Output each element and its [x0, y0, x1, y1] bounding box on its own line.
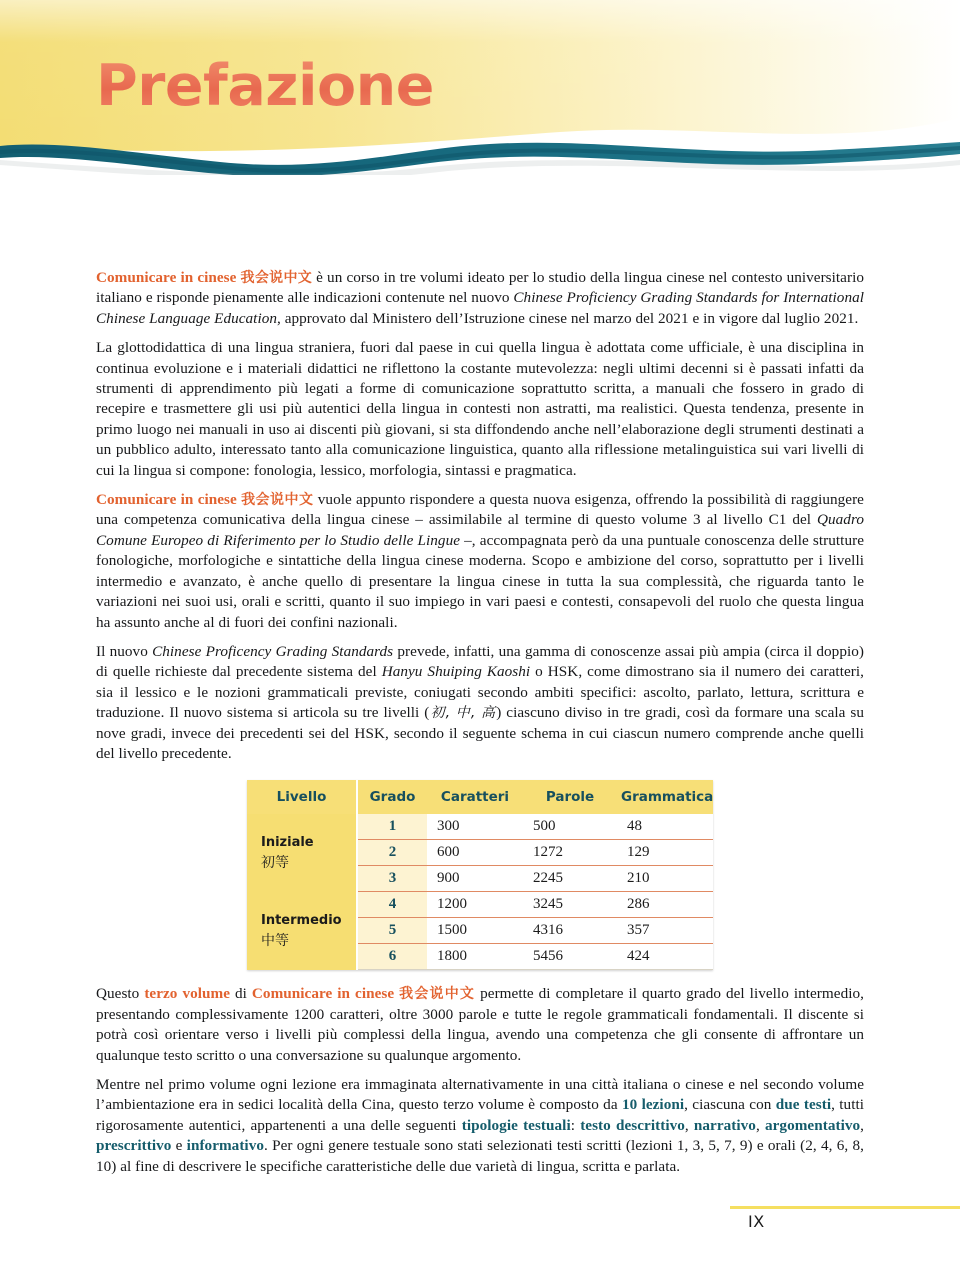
cell-parole: 500 — [523, 814, 617, 840]
paragraph-6-bold-3: tipologie testuali — [461, 1116, 571, 1134]
page-title: Prefazione — [96, 53, 434, 119]
paragraph-3-text-1: vuole appunto rispondere a questa nuova esigenza, offrendo la possibilità di raggiungere una competenza comunicativa della lingua cinese – assimilabile al termine di questo volume 3 al livello C1 del — [96, 491, 864, 529]
paragraph-6-bold-1: 10 lezioni — [621, 1096, 685, 1114]
cell-parole: 5456 — [523, 944, 617, 970]
paragraph-6-bold-7: prescrittivo — [96, 1137, 172, 1155]
paragraph-6-text-6: , — [755, 1116, 765, 1134]
paragraph-5-text-1: Questo — [96, 985, 145, 1003]
cell-grammatica: 129 — [617, 840, 713, 866]
cell-grado: 3 — [357, 866, 427, 892]
paragraph-4-text-1: Il nuovo — [96, 642, 153, 660]
paragraph-1-italic-1: Chinese Proficiency Grading Standards for International Chinese Language Education — [96, 289, 864, 327]
paragraph-6-text-8: e — [171, 1137, 187, 1155]
page-header-banner — [0, 0, 960, 175]
brand-name-chinese: 我会说中文 — [399, 986, 476, 1003]
cell-grado: 5 — [357, 918, 427, 944]
column-header-parole: Parole — [523, 780, 617, 814]
paragraph-3 — [96, 490, 864, 633]
cell-grammatica: 424 — [617, 944, 713, 970]
paragraph-6-text-5: , — [684, 1116, 694, 1134]
brand-name-chinese: 我会说中文 — [240, 270, 313, 286]
paragraph-2: La glottodidattica di una lingua straniera, fuori dal paese in cui quella lingua è adottata come ufficiale, è una disciplina in continua evoluzione e i materiali didattici ne riflettono la costante mutevolezza: negli ultimi decenni si è passati infatti da strumenti di apprendimento più legati a forme di comunicazione soprattutto scritta, a manuali che fossero in grado di recepire e trasmettere gli usi più autentici della lingua in contesti non astratti, ma realistici. Questa tendenza, presente in primo luogo nei manuali in uso ai discenti più giovani, si sta diffondendo anche nell’elaborazione degli strumenti destinati a un pubblico adulto, interessato tanto alla comunicazione linguistica, quanto alla riflessione metalinguistica sui vari livelli di cui la lingua si compone: fonologia, lessico, morfologia, sintassi e pragmatica. — [96, 339, 864, 479]
page-footer — [730, 1206, 960, 1246]
paragraph-4-text-2: prevede, infatti, una gamma di conoscenze assai più ampia (circa il doppio) di quelle richieste dal precedente sistema del — [96, 642, 864, 681]
wave-divider-icon — [0, 120, 960, 175]
cell-caratteri: 300 — [427, 814, 523, 840]
cell-caratteri: 1800 — [427, 944, 523, 970]
column-header-livello: Livello — [247, 780, 357, 814]
paragraph-6-text-3: , tutti rigorosamente autentici, appartenenti a una delle seguenti — [96, 1096, 864, 1134]
paragraph-1-text-2: , approvato dal Ministero dell’Istruzione cinese nel marzo del 2021 e in vigore dal luglio 2021. — [277, 309, 859, 327]
cell-grado: 6 — [357, 944, 427, 970]
paragraph-5 — [96, 984, 864, 1066]
paragraph-6-bold-5: narrativo — [693, 1116, 756, 1134]
paragraph-4-text-4: ) ciascuno diviso in tre gradi, così da formare una scala su nove gradi, invece dei precedenti sei del HSK, secondo il seguente schema in cui ciascun numero comprende anche quelli del livello precedente. — [96, 704, 865, 762]
page-number: IX — [748, 1212, 765, 1231]
grading-standards-table — [247, 780, 713, 970]
cell-parole: 1272 — [523, 840, 617, 866]
level-name-chinese: 初等 — [261, 855, 289, 872]
table-row — [247, 814, 713, 840]
cell-grammatica: 210 — [617, 866, 713, 892]
paragraph-3-italic-1: Quadro Comune Europeo di Riferimento per lo Studio delle Lingue — [96, 511, 864, 549]
paragraph-5-text-3: permette di completare il quarto grado del livello intermedio, presentando complessivamente 1200 caratteri, oltre 3000 parole e tutte le regole grammaticali fondamentali. Il discente si potrà così orientare verso i livelli più complessi della lingua, avendo una competenza che gli consente di affrontare un qualunque testo scritto o una conversazione su qualunque argomento. — [96, 985, 864, 1064]
paragraph-4-italic-2: Hanyu Shuiping Kaoshi — [381, 663, 531, 681]
wave-divider-svg — [0, 120, 960, 175]
paragraph-6-bold-6: argomentativo — [765, 1116, 861, 1134]
preface-body — [96, 268, 864, 1177]
cell-parole: 4316 — [523, 918, 617, 944]
paragraph-1 — [96, 268, 864, 329]
level-cell-iniziale — [247, 814, 357, 892]
cell-grammatica: 48 — [617, 814, 713, 840]
cell-grado: 2 — [357, 840, 427, 866]
table-header-row — [247, 780, 713, 814]
cell-grado: 4 — [357, 892, 427, 918]
paragraph-6-text-2: , ciascuna con — [684, 1096, 776, 1114]
cell-caratteri: 1500 — [427, 918, 523, 944]
paragraph-4-italic-1: Chinese Proficency Grading Standards — [152, 642, 394, 660]
paragraph-6-text-7: , — [860, 1116, 864, 1134]
paragraph-6-text-4: : — [570, 1116, 581, 1134]
level-name: Iniziale — [261, 835, 314, 851]
paragraph-6 — [96, 1075, 864, 1177]
paragraph-4-text-3: o HSK, come dimostrano sia il numero dei caratteri, sia il lessico e le nozioni grammaticali previste, coniugati secondo ambiti specifici: ascolto, parlato, lettura, scrittura e traduzione. Il nuovo sistema si articola su tre livelli ( — [96, 663, 864, 722]
paragraph-3-text-2: –, accompagnata però da una puntuale conoscenza delle strutture fonologiche, morfologiche e sintattiche della lingua cinese moderna. Scopo e ambizione del corso, soprattutto per i livelli intermedio e avanzato, è anche quello di presentare la lingua cinese in tutta la sua complessità, che riguarda tanto le variazioni nei suoi usi, orali e scritti, quanto il suo impiego in vari paesi e contesti, consapevoli del ruolo che questa lingua ha assunto anche al di fuori dei confini nazionali. — [96, 531, 864, 631]
cell-parole: 2245 — [523, 866, 617, 892]
paragraph-5-text-2: di — [230, 985, 252, 1003]
cell-caratteri: 900 — [427, 866, 523, 892]
footer-rule-divider — [730, 1206, 960, 1209]
paragraph-6-bold-4: testo descrittivo — [580, 1116, 685, 1134]
paragraph-4 — [96, 642, 864, 764]
grading-table-container — [96, 780, 864, 970]
cell-grado: 1 — [357, 814, 427, 840]
paragraph-1-text-1: è un corso in tre volumi ideato per lo studio della lingua cinese nel contesto universitario italiano e risponde pienamente alle indicazioni contenute nel nuovo — [96, 269, 864, 307]
brand-name: Comunicare in cinese — [96, 491, 237, 509]
cell-parole: 3245 — [523, 892, 617, 918]
cell-grammatica: 357 — [617, 918, 713, 944]
cell-caratteri: 600 — [427, 840, 523, 866]
paragraph-5-bold-1: terzo volume — [144, 985, 230, 1003]
cell-grammatica: 286 — [617, 892, 713, 918]
paragraph-6-text-1: Mentre nel primo volume ogni lezione era immaginata alternativamente in una città italiana o cinese e nel secondo volume l’ambientazione era in sedici località della Cina, questo terzo volume è composto da — [96, 1075, 864, 1114]
level-name-chinese: 中等 — [261, 932, 289, 949]
table-body — [247, 814, 713, 970]
level-cell-intermedio — [247, 892, 357, 970]
column-header-grado: Grado — [357, 780, 427, 814]
paragraph-6-bold-2: due testi — [775, 1096, 832, 1114]
paragraph-6-bold-8: informativo — [186, 1137, 264, 1155]
paragraph-4-chinese-levels: 初, 中, 高 — [429, 705, 497, 722]
column-header-grammatica: Grammatica — [617, 780, 713, 814]
paragraph-6-text-9: . Per ogni genere testuale sono stati selezionati testi scritti (lezioni 1, 3, 5, 7, 9) e orali (2, 4, 6, 8, 10) al fine di descrivere le specifiche caratteristiche delle due varietà di lingua, scritta e parlata. — [96, 1137, 864, 1175]
brand-name-chinese: 我会说中文 — [241, 492, 314, 509]
table-row — [247, 892, 713, 918]
column-header-caratteri: Caratteri — [427, 780, 523, 814]
cell-caratteri: 1200 — [427, 892, 523, 918]
level-name: Intermedio — [261, 912, 342, 928]
brand-name: Comunicare in cinese — [251, 985, 395, 1003]
table-header — [247, 780, 713, 814]
brand-name: Comunicare in cinese — [96, 269, 237, 286]
